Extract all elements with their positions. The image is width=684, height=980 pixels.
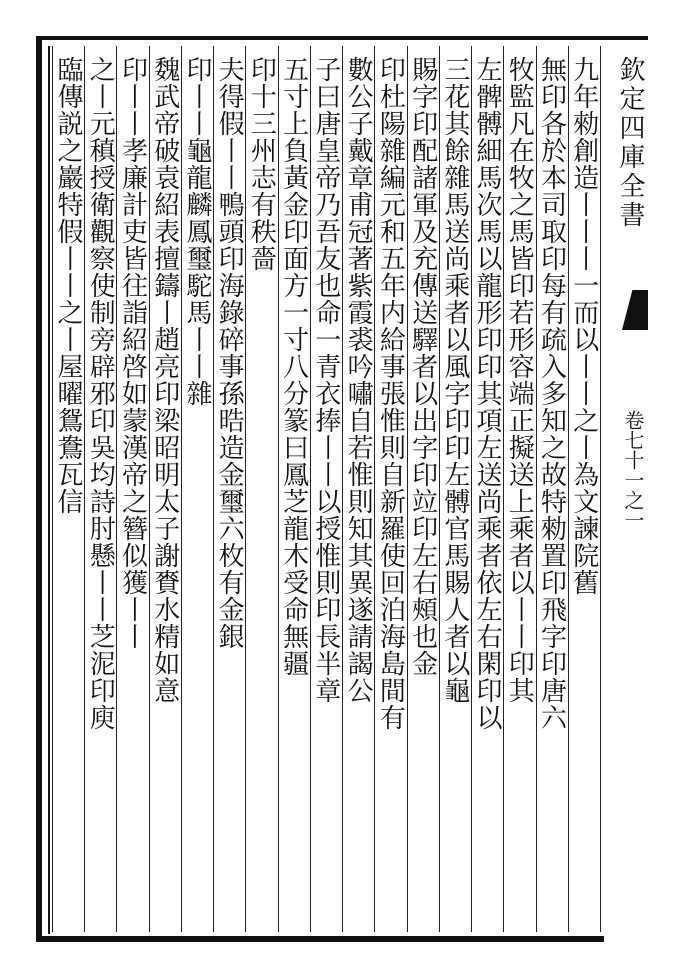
text-column-14: 魏武帝破袁紹表擅鑄丨趙亮印梁昭明太子謝賚水精如意 bbox=[149, 56, 180, 704]
text-column-17: 臨傳説之巖特假丨丨之丨屋曜鴛鴦瓦信 bbox=[53, 56, 83, 515]
text-column-11: 印十三州志有秩嗇 bbox=[246, 56, 277, 272]
column-rule bbox=[149, 46, 150, 932]
column-rule bbox=[374, 46, 375, 932]
column-rule bbox=[471, 46, 472, 932]
column-rule bbox=[342, 46, 343, 932]
text-column-1: 九年勑創造丨丨丨一而以丨丨之丨為文諫院舊 bbox=[568, 56, 599, 596]
volume-label: 卷七十一之一 bbox=[621, 410, 645, 530]
text-column-5: 三花其餘雜馬送尚乘者以風字印印左髆官馬賜人者以龜 bbox=[439, 56, 470, 704]
column-rule bbox=[213, 46, 214, 932]
text-column-10: 五寸上負黃金印面方一寸八分篆曰鳳芝龍木受命無疆 bbox=[278, 56, 309, 677]
column-rule bbox=[568, 46, 569, 932]
book-title: 欽定四庫全書 bbox=[615, 56, 645, 230]
text-column-12: 夫得假丨丨鴨頭印海錄碎事孫晧造金璽六枚有金銀 bbox=[214, 56, 245, 650]
column-rule bbox=[278, 46, 279, 932]
text-column-16: 之丨元稹授衛觀察使制旁辟邪印吳均詩肘懸丨丨芝泥印庾 bbox=[85, 56, 116, 731]
text-column-13: 印丨丨龜龍麟鳳璽駝馬丨丨雜 bbox=[181, 56, 212, 407]
column-rule bbox=[439, 46, 440, 932]
column-rule bbox=[116, 46, 117, 932]
column-rule bbox=[503, 46, 504, 932]
inner-border-line bbox=[48, 46, 50, 934]
column-rule bbox=[407, 46, 408, 932]
column-rule bbox=[600, 46, 601, 932]
column-rule bbox=[245, 46, 246, 932]
text-column-7: 印杜陽雜編元和五年内給事張惟則自新羅使回泊海島間有 bbox=[375, 56, 406, 731]
column-rule bbox=[52, 46, 53, 932]
column-rule bbox=[536, 46, 537, 932]
column-rule bbox=[310, 46, 311, 932]
text-column-3: 牧監凡在牧之馬皆印若形容端正擬送上乘者以丨丨印其 bbox=[504, 56, 535, 704]
column-rule bbox=[84, 46, 85, 932]
text-column-8: 數公子戴章甫冠著紫霞裘吟嘯自若惟則知其異遂請謁公 bbox=[343, 56, 374, 704]
text-column-2: 無印各於本司取印每有疏入多知之故特勑置印飛字印唐六 bbox=[536, 56, 567, 731]
text-column-4: 左髀髆細馬次馬以龍形印印其項左送尚乘者依左右閑印以 bbox=[472, 56, 503, 731]
column-rule bbox=[181, 46, 182, 932]
text-column-6: 賜字印配諸軍及充傳送驛者以出字印竝印左右頰也金 bbox=[407, 56, 438, 677]
text-column-9: 子曰唐皇帝乃吾友也命一青衣捧丨丨以授惟則印長半章 bbox=[310, 56, 341, 704]
text-column-15: 印丨丨孝廉計吏皆往詣紹啓如蒙漢帝之簪似獲丨丨 bbox=[117, 56, 148, 650]
